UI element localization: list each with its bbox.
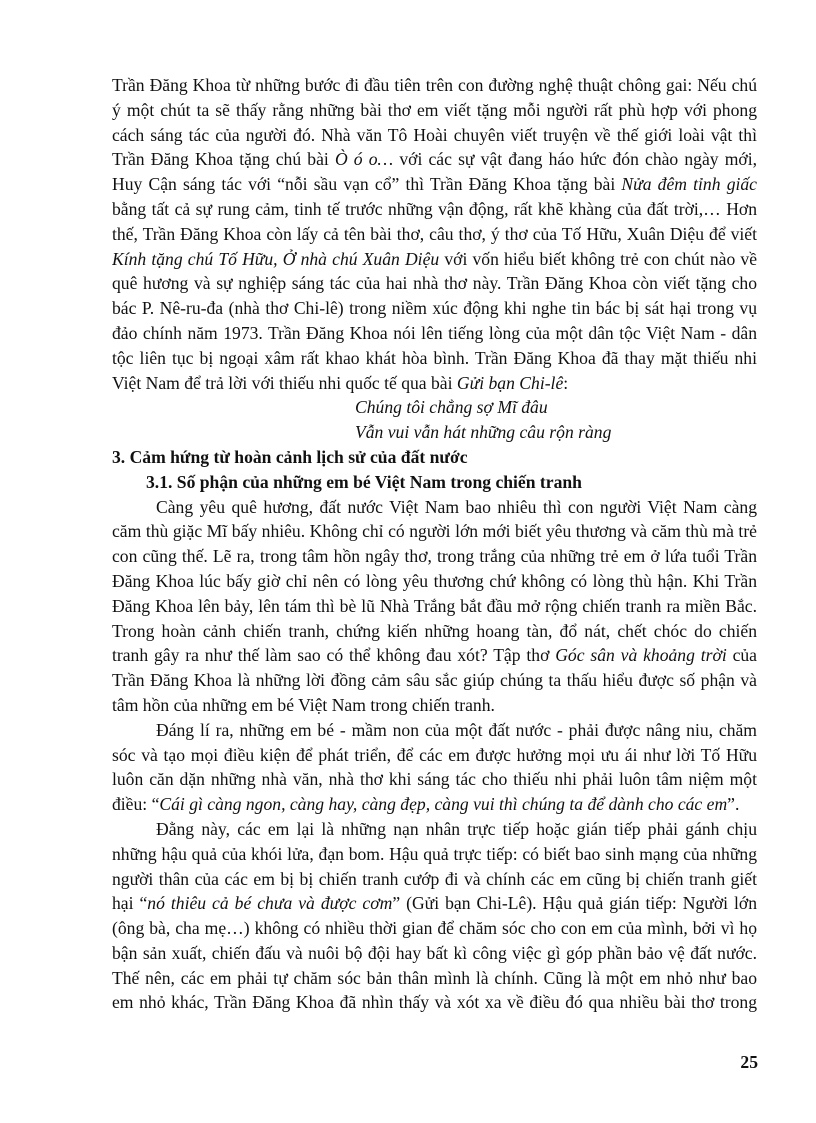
text-line — [112, 842, 757, 867]
page-number: 25 — [740, 1052, 758, 1072]
body-text — [112, 73, 757, 1015]
text-line — [112, 743, 757, 768]
text-segment: đảo chính năm 1973. Trần Đăng Khoa nói lên tiếng lòng của một dân tộc Việt Nam - dân — [112, 322, 757, 343]
text-segment: (ông bà, cha mẹ…) không có nhiều thời gian để chăm sóc cho con em của mình, bởi vì họ — [112, 918, 757, 939]
text-line — [112, 296, 757, 321]
text-segment: với vốn hiểu biết không trẻ con chút nào về — [439, 248, 757, 269]
text-segment: của — [726, 645, 757, 666]
text-segment: Càng yêu quê hương, đất nước Việt Nam bao nhiêu thì con người Việt Nam càng — [156, 496, 757, 517]
text-line — [112, 123, 757, 148]
italic-text: Nửa đêm tỉnh giấc — [621, 174, 757, 195]
text-line — [112, 619, 757, 644]
text-segment: bác P. Nê-ru-đa (nhà thơ Chi-lê) trong niềm xúc động khi nghe tin bác bị sát hại trong vụ — [112, 298, 757, 319]
text-line — [112, 693, 757, 718]
text-segment: Trần Đăng Khoa tặng chú bài — [112, 149, 335, 170]
text-segment: Đằng này, các em lại là những nạn nhân trực tiếp hoặc gián tiếp phải gánh chịu — [156, 818, 757, 839]
text-segment: bận sản xuất, chiến đấu và nuôi bộ đội hay bất kì công việc gì góp phần bảo vệ đất nước. — [112, 942, 757, 963]
text-segment: tộc liên tục bị ngoại xâm rất khao khát hòa bình. Trần Đăng Khoa đã thay mặt thiếu nhi — [112, 347, 757, 368]
text-segment: với các sự vật đang háo hức đón chào ngày mới, — [393, 149, 757, 170]
text-line — [112, 891, 757, 916]
text-segment: Trong hoàn cảnh chiến tranh, chứng kiến những hoang tàn, đổ nát, chết chóc do chiến — [112, 620, 757, 641]
text-line — [112, 73, 757, 98]
text-line — [112, 643, 757, 668]
text-segment: Việt Nam để trả lời với thiếu nhi quốc tế qua bài — [112, 372, 457, 393]
italic-text: Góc sân và khoảng trời — [555, 645, 727, 666]
text-segment: Vẫn vui vẫn hát những câu rộn ràng — [355, 422, 612, 443]
text-line — [112, 544, 757, 569]
text-segment: em nhỏ khác, Trần Đăng Khoa đã nhìn thấy và xót xa về điều đó qua nhiều bài thơ trong — [112, 992, 757, 1013]
text-segment: quê hương và sự nghiệp sáng tác của hai nhà thơ này. Trần Đăng Khoa còn viết tặng cho — [112, 273, 757, 294]
text-segment: ”. — [727, 794, 740, 815]
text-line — [112, 321, 757, 346]
text-segment: ” (Gửi bạn Chi-Lê). Hậu quả gián tiếp: Người lớn — [392, 893, 757, 914]
text-segment: Chúng tôi chẳng sợ Mĩ đâu — [355, 397, 548, 418]
text-line — [112, 767, 757, 792]
poem-line — [112, 395, 757, 420]
text-line — [112, 990, 757, 1015]
poem-line — [112, 420, 757, 445]
text-segment: điều: “ — [112, 794, 160, 815]
italic-text: Cái gì càng ngon, càng hay, càng đẹp, càng vui thì chúng ta để dành cho các em — [159, 794, 728, 815]
text-segment: con cũng thế. Lẽ ra, trong tâm hồn ngây thơ, trong trắng của những trẻ em ở lứa tuổi Trần — [112, 546, 757, 567]
text-segment: căm thù giặc Mĩ bấy nhiêu. Không chỉ có người lớn mới biết yêu thương và căm thù mà trẻ — [112, 521, 757, 542]
text-line — [112, 346, 757, 371]
text-line — [112, 495, 757, 520]
text-line — [112, 867, 757, 892]
section-heading — [112, 445, 757, 470]
text-segment: những hậu quả của khói lửa, đạn bom. Hậu quả trực tiếp: có biết bao sinh mạng của những — [112, 843, 757, 864]
text-line — [112, 941, 757, 966]
text-segment: Trần Đăng Khoa từ những bước đi đầu tiên trên con đường nghệ thuật chông gai: Nếu chú — [112, 75, 757, 95]
text-segment: Đăng Khoa lúc bấy giờ chỉ nên có lòng yêu thương chứ không có lòng thù hận. Khi Trần — [112, 570, 757, 591]
text-line — [112, 594, 757, 619]
text-segment: thế, Trần Đăng Khoa còn lấy cả tên bài thơ, câu thơ, ý thơ của Tố Hữu, Xuân Diệu để viết — [112, 223, 757, 244]
text-line — [112, 271, 757, 296]
text-line — [112, 98, 757, 123]
text-line — [112, 222, 757, 247]
italic-text: nó thiêu cả bé chưa và được cơm — [147, 893, 393, 914]
text-segment: 3. Cảm hứng từ hoàn cảnh lịch sử của đất nước — [112, 446, 468, 467]
text-segment: tâm hồn của những em bé Việt Nam trong chiến tranh. — [112, 694, 495, 715]
text-segment: người thân của các em bị bị chiến tranh cướp đi và chính các em cũng bị chiến tranh giết — [112, 868, 757, 889]
text-segment: luôn căn dặn những nhà văn, nhà thơ khi sáng tác cho thiếu nhi phải luôn tâm niệm một — [112, 769, 757, 790]
text-line — [112, 792, 757, 817]
text-segment: 3.1. Số phận của những em bé Việt Nam trong chiến tranh — [146, 471, 582, 492]
text-line — [112, 668, 757, 693]
text-segment: Huy Cận sáng tác với “nỗi sầu vạn cổ” thì Trần Đăng Khoa tặng bài — [112, 174, 622, 195]
text-line — [112, 966, 757, 991]
text-line — [112, 197, 757, 222]
text-segment: hại “ — [112, 893, 148, 914]
subsection-heading — [112, 470, 757, 495]
text-segment: bằng tất cả sự rung cảm, tinh tế trước những vận động, rất khẽ khàng của đất trời,… Hơn — [112, 198, 757, 219]
text-line — [112, 147, 757, 172]
text-segment: sóc và tạo mọi điều kiện để phát triển, để các em được hưởng mọi ưu ái như lời Tố Hữu — [112, 744, 757, 765]
text-segment: Đăng Khoa lên bảy, lên tám thì bè lũ Nhà Trắng bắt đầu mở rộng chiến tranh ra miền Bắc. — [112, 595, 757, 616]
text-line — [112, 519, 757, 544]
text-line — [112, 916, 757, 941]
text-line — [112, 371, 757, 396]
text-segment: ý một chút ta sẽ thấy rằng những bài thơ em viết tặng mỗi người rất phù hợp với phong — [112, 99, 757, 120]
text-line — [112, 718, 757, 743]
italic-text: Ò ó o… — [334, 149, 394, 170]
text-segment: Trần Đăng Khoa là những lời đồng cảm sâu sắc giúp chúng ta thấu hiểu được số phận và — [112, 670, 757, 691]
text-segment: Đáng lí ra, những em bé - mầm non của một đất nước - phải được nâng niu, chăm — [156, 719, 757, 740]
text-line — [112, 569, 757, 594]
italic-text: Kính tặng chú Tố Hữu, Ở nhà chú Xuân Diệu — [112, 248, 440, 269]
text-segment: : — [563, 372, 569, 393]
text-segment: cách sáng tác của người đó. Nhà văn Tô Hoài chuyên viết truyện về thế giới loài vật thì — [112, 124, 757, 145]
text-line — [112, 172, 757, 197]
text-line — [112, 247, 757, 272]
text-segment: Thế nên, các em phải tự chăm sóc bản thân mình là chính. Cũng là một em nhỏ như bao — [112, 967, 757, 988]
text-segment: tranh gây ra như thế làm sao có thể không đau xót? Tập thơ — [112, 645, 556, 666]
text-line — [112, 817, 757, 842]
italic-text: Gửi bạn Chi-lê — [456, 372, 564, 393]
